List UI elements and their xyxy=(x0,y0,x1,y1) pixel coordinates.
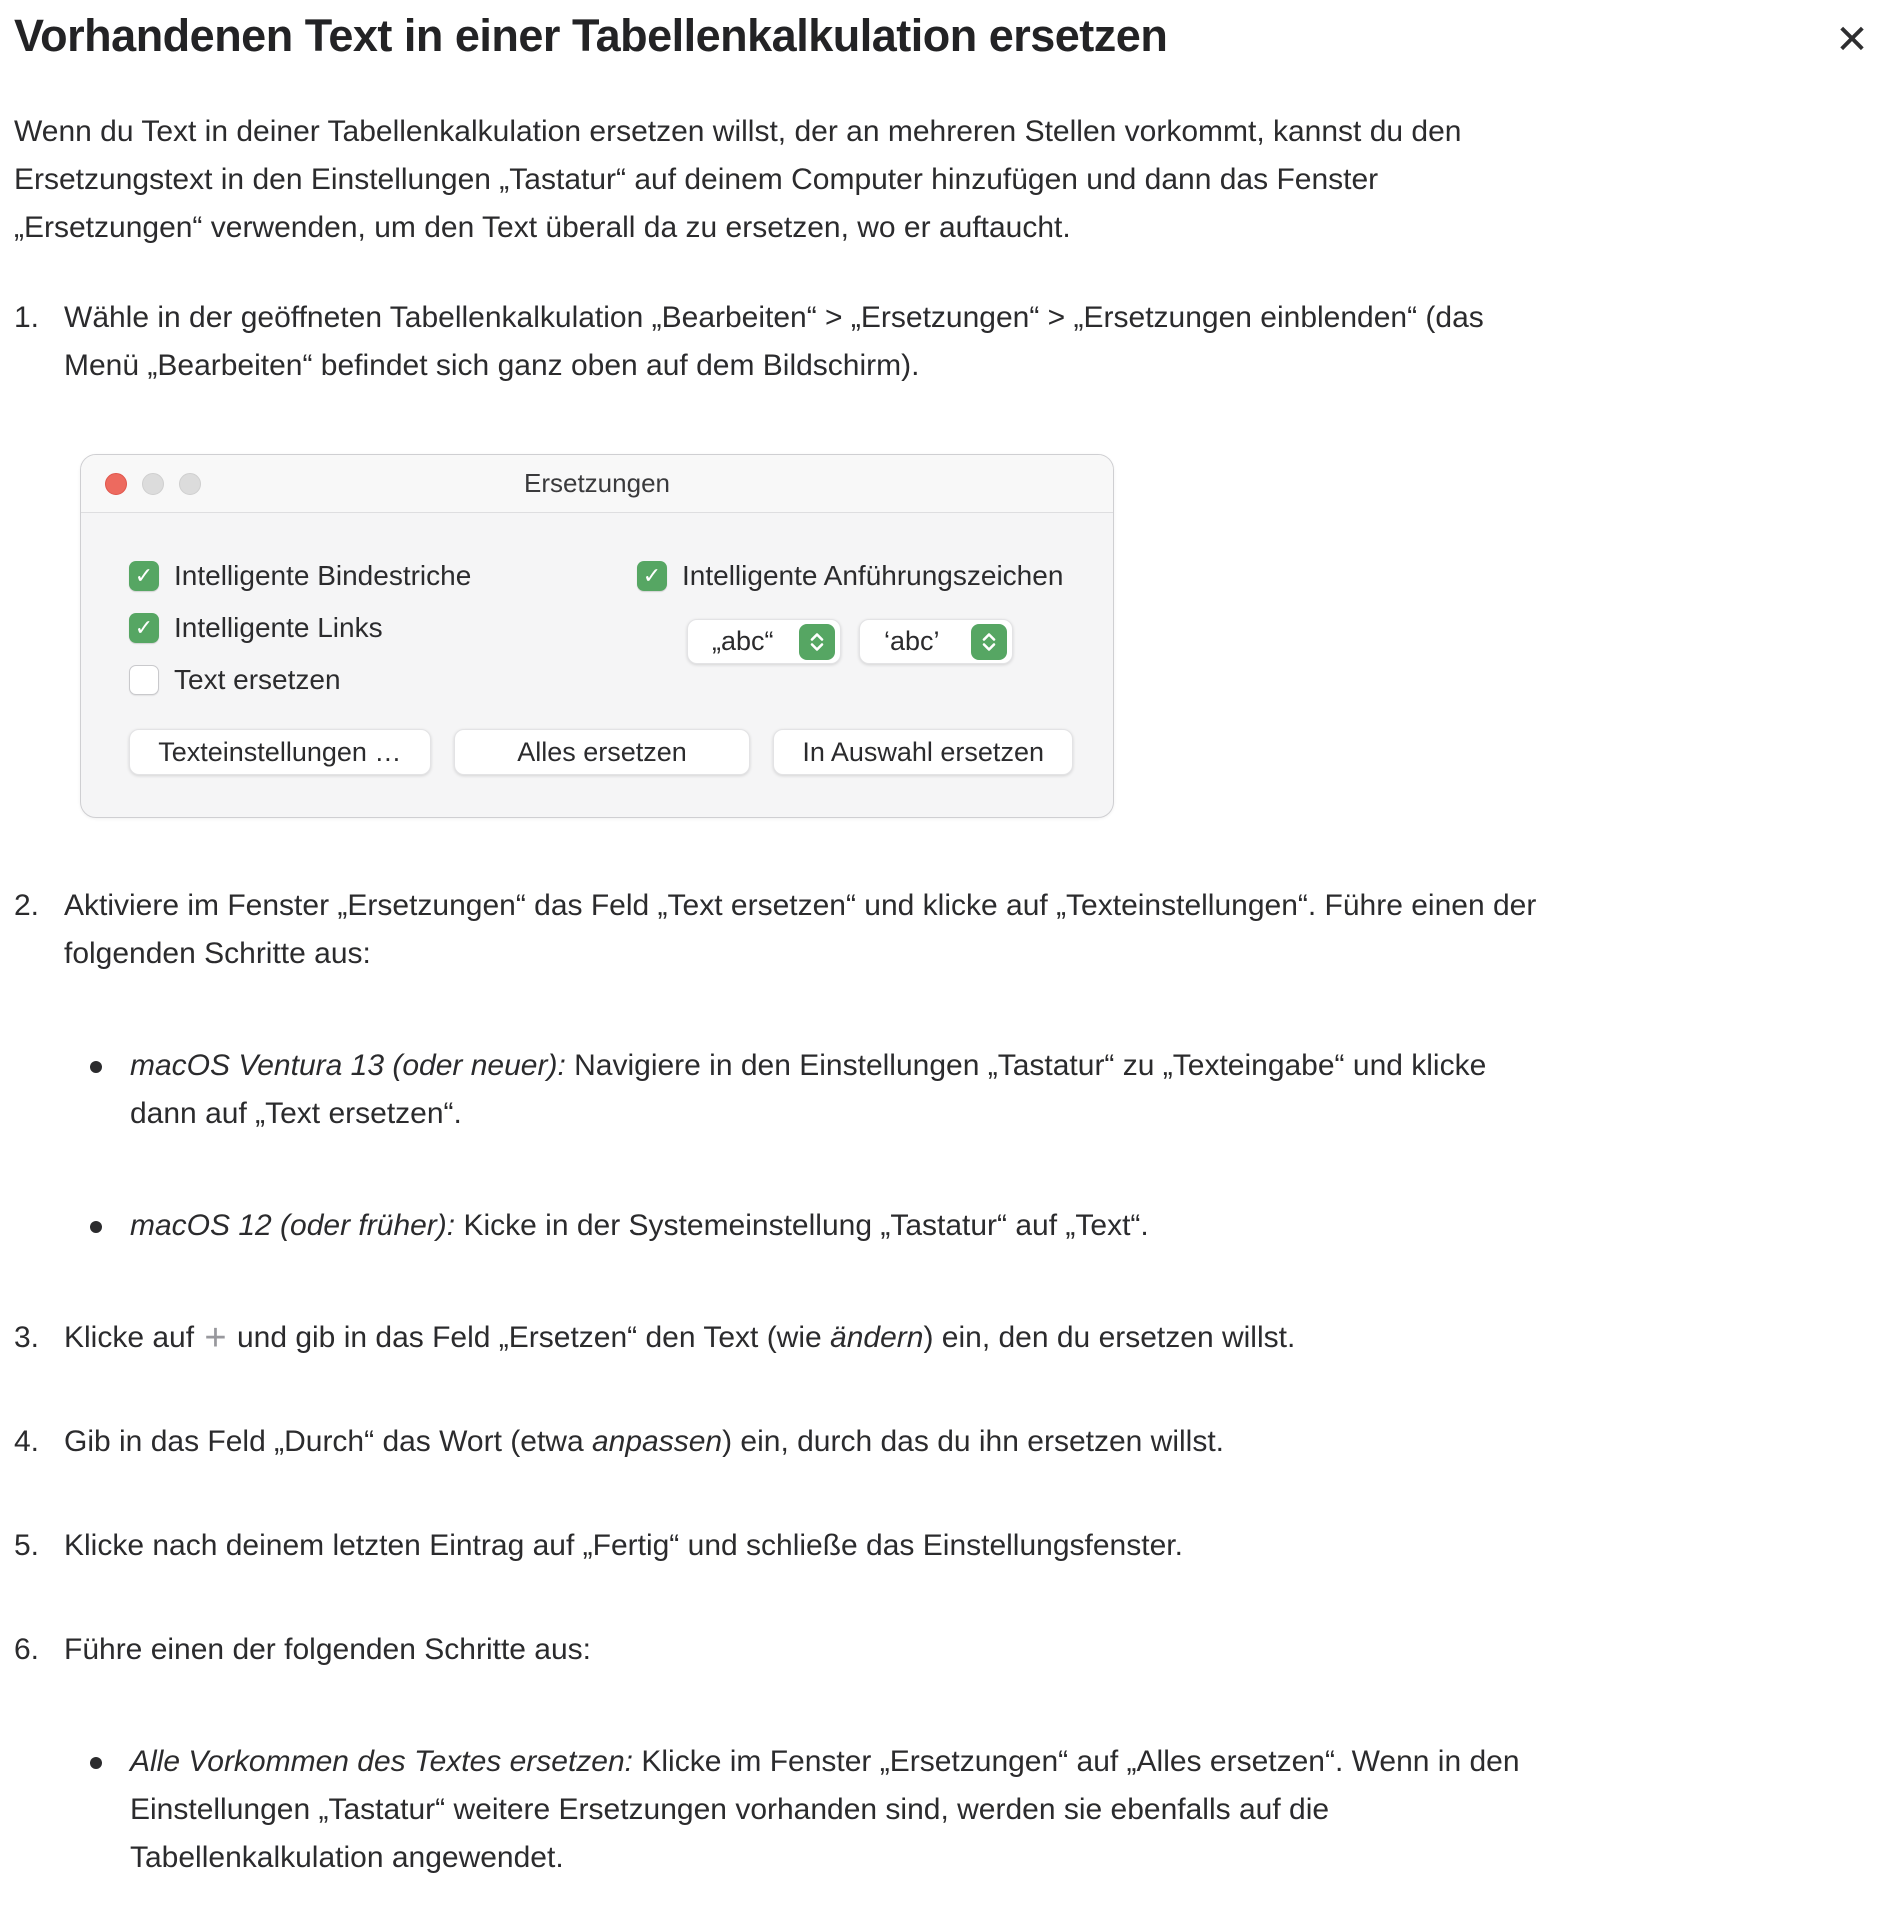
in-auswahl-ersetzen-button: In Auswahl ersetzen xyxy=(773,729,1073,775)
double-quote-style-dropdown xyxy=(687,619,841,664)
dropdown-value: „abc“ xyxy=(712,626,774,656)
window-title: Ersetzungen xyxy=(524,468,670,498)
close-button[interactable] xyxy=(1828,16,1876,64)
bullet-text: macOS Ventura 13 (oder neuer): Navigiere in den Einstellungen „Tastatur“ zu „Texteingabe“ und klicke dann auf „Text ersetzen“. xyxy=(130,1049,1487,1130)
checkbox-label: Intelligente Links xyxy=(174,612,383,643)
step-number: 6. xyxy=(14,1633,40,1666)
step-3 xyxy=(14,1314,1599,1362)
steps-list xyxy=(14,294,1599,1882)
macos-version-bullets xyxy=(90,1042,1599,1250)
step-number: 5. xyxy=(14,1529,40,1562)
checkbox-intelligente-links xyxy=(129,609,637,647)
step-5 xyxy=(14,1522,1599,1570)
intro-paragraph: Wenn du Text in deiner Tabellenkalkulation ersetzen willst, der an mehreren Stellen vorkommt, kannst du den Ersetzungstext in den Einstellungen „Tastatur“ auf deinem Computer hinzufügen und dann das Fenster „Ersetzungen“ verwenden, um den Text überall da zu ersetzen, wo er auftaucht. xyxy=(14,115,1462,244)
stepper-chevrons-icon xyxy=(971,624,1007,660)
step-number: 3. xyxy=(14,1321,40,1354)
plus-icon: + xyxy=(204,1317,227,1359)
texteinstellungen-button: Texteinstellungen … xyxy=(129,729,431,775)
close-icon: ✕ xyxy=(1835,18,1869,62)
stepper-chevrons-icon xyxy=(799,624,835,660)
replace-all-bullets xyxy=(90,1738,1599,1882)
page-title: Vorhandenen Text in einer Tabellenkalkulation ersetzen xyxy=(14,10,1168,61)
bullet-macos-12 xyxy=(90,1202,1599,1250)
checkbox-label: Intelligente Anführungszeichen xyxy=(682,560,1064,591)
step-1 xyxy=(14,294,1599,390)
dropdown-value: ‘abc’ xyxy=(884,626,940,656)
checkbox-label: Intelligente Bindestriche xyxy=(174,560,472,591)
checked-checkbox-icon: ✓ xyxy=(129,561,159,591)
bullet-text: Alle Vorkommen des Textes ersetzen: Klicke im Fenster „Ersetzungen“ auf „Alles ersetzen“. Wenn in den Einstellungen „Tastatur“ weitere Ersetzungen vorhanden sind, werden sie ebenfalls auf die Tabellenkalkulation angewendet. xyxy=(130,1745,1520,1874)
bullet-text: macOS 12 (oder früher): Kicke in der Systemeinstellung „Tastatur“ auf „Text“. xyxy=(130,1209,1149,1242)
step-6 xyxy=(14,1626,1599,1674)
bullet-dot-icon xyxy=(90,1221,102,1233)
step-text: Wähle in der geöffneten Tabellenkalkulation „Bearbeiten“ > „Ersetzungen“ > „Ersetzungen einblenden“ (das Menü „Bearbeiten“ befindet sich ganz oben auf dem Bildschirm). xyxy=(64,301,1484,382)
single-quote-style-dropdown xyxy=(859,619,1013,664)
window-buttons xyxy=(129,729,1073,775)
checkbox-text-ersetzen xyxy=(129,661,637,699)
step-text: Aktiviere im Fenster „Ersetzungen“ das Feld „Text ersetzen“ und klicke auf „Texteinstellungen“. Führe einen der folgenden Schritte aus: xyxy=(64,889,1537,970)
quote-style-dropdowns xyxy=(687,619,1073,664)
bullet-dot-icon xyxy=(90,1061,102,1073)
bullet-macos-ventura xyxy=(90,1042,1599,1138)
step-text: Gib in das Feld „Durch“ das Wort (etwa anpassen) ein, durch das du ihn ersetzen willst. xyxy=(64,1425,1224,1458)
bullet-alle-vorkommen xyxy=(90,1738,1599,1882)
checkbox-intelligente-anfuehrungszeichen xyxy=(637,557,1073,595)
step-number: 2. xyxy=(14,889,40,922)
checkbox-intelligente-bindestriche xyxy=(129,557,637,595)
step-text: Klicke auf + und gib in das Feld „Ersetzen“ den Text (wie ändern) ein, den du ersetzen willst. xyxy=(64,1317,1296,1359)
substitutions-window-screenshot xyxy=(80,454,1114,818)
unchecked-checkbox-icon xyxy=(129,665,159,695)
window-body xyxy=(81,513,1113,817)
bullet-dot-icon xyxy=(90,1757,102,1769)
step-text: Klicke nach deinem letzten Eintrag auf „Fertig“ und schließe das Einstellungsfenster. xyxy=(64,1529,1183,1562)
checked-checkbox-icon: ✓ xyxy=(129,613,159,643)
step-number: 4. xyxy=(14,1425,40,1458)
checked-checkbox-icon: ✓ xyxy=(637,561,667,591)
window-titlebar xyxy=(81,455,1113,513)
step-4 xyxy=(14,1418,1599,1466)
step-text: Führe einen der folgenden Schritte aus: xyxy=(64,1633,592,1666)
article-header xyxy=(14,10,1886,62)
step-2 xyxy=(14,882,1599,978)
step-number: 1. xyxy=(14,301,40,334)
checkbox-label: Text ersetzen xyxy=(174,664,341,695)
alles-ersetzen-button: Alles ersetzen xyxy=(454,729,751,775)
